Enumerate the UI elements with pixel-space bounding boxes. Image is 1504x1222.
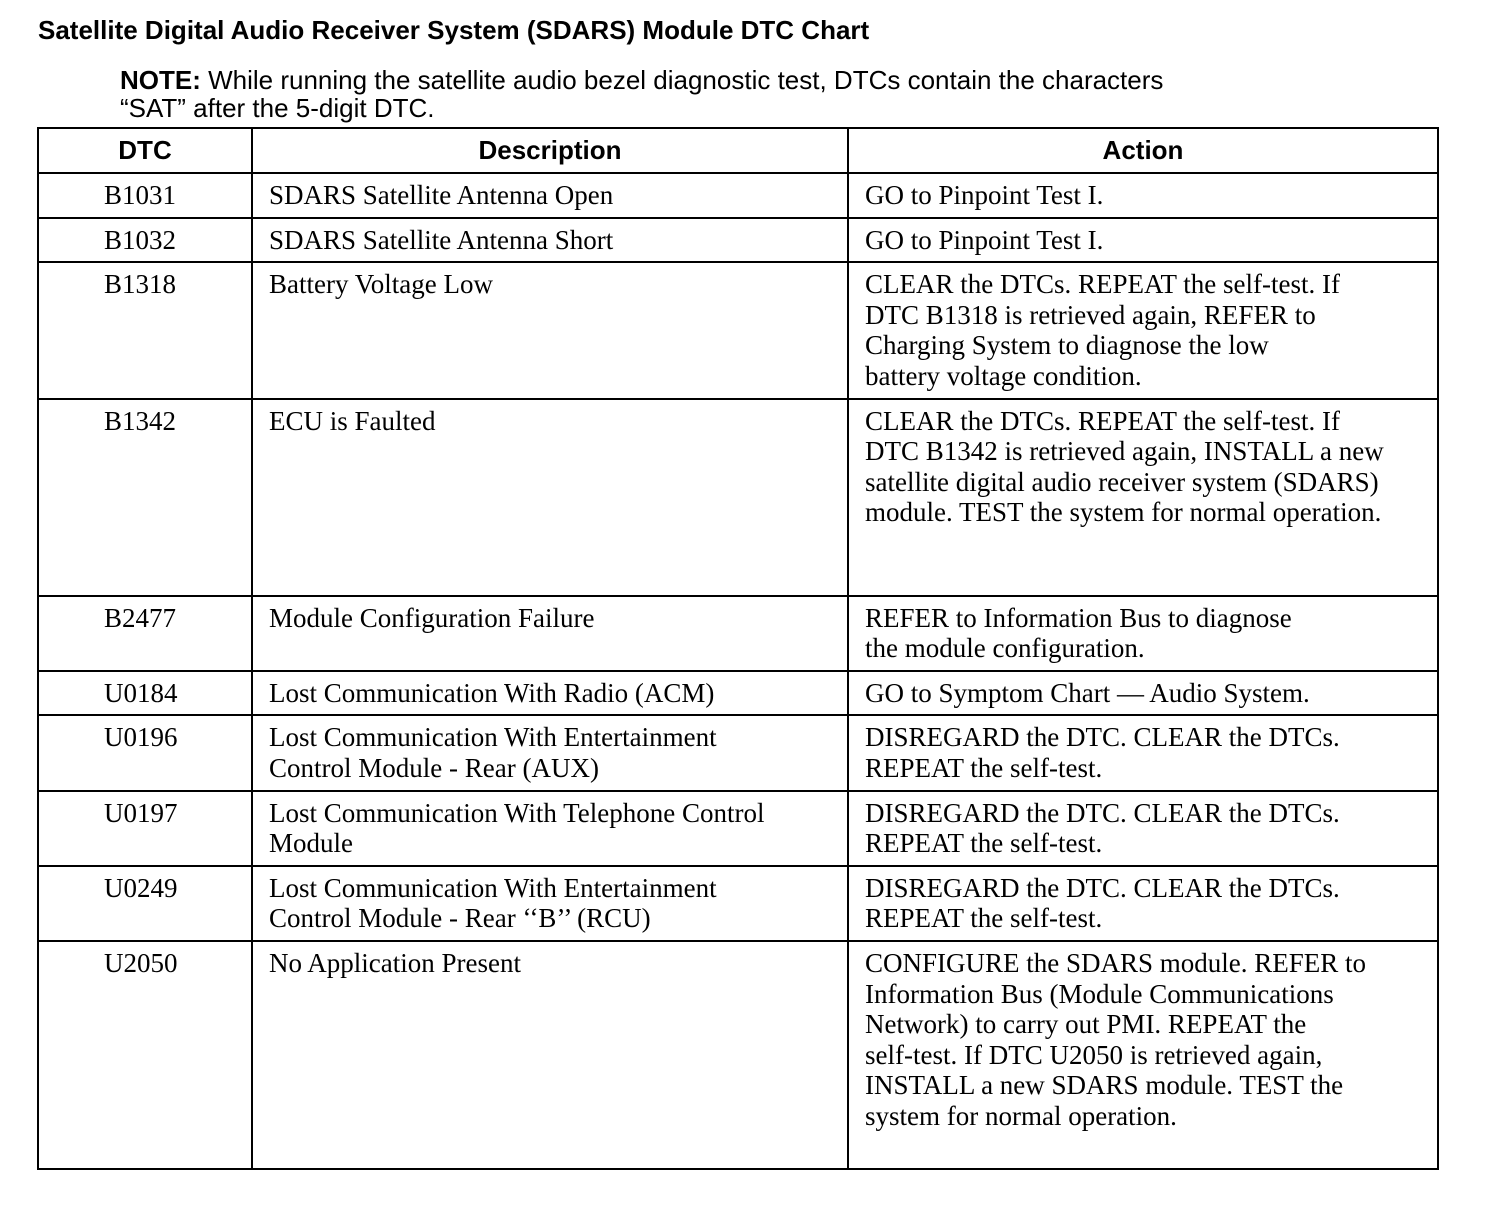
table-row [38,941,1438,1169]
text-line: INSTALL a new SDARS module. TEST the [865,1070,1344,1101]
header-action: Action [848,128,1438,173]
text-line: Lost Communication With Telephone Control [269,797,765,828]
table-row [38,715,1438,790]
dtc-description [252,173,848,218]
text-line: Module Configuration Failure [269,602,595,633]
dtc-code: B1342 [38,399,252,596]
text-line: Lost Communication With Entertainment [269,872,717,903]
header-dtc: DTC [38,128,252,173]
text-line: Network) to carry out PMI. REPEAT the [865,1009,1307,1040]
dtc-description [252,715,848,790]
text-line: Information Bus (Module Communications [865,978,1334,1009]
text-line: DISREGARD the DTC. CLEAR the DTCs. [865,872,1340,903]
text-line: the module configuration. [865,633,1145,664]
table-row [38,596,1438,671]
text-line: ECU is Faulted [269,405,436,436]
table-row [38,173,1438,218]
dtc-code: B1031 [38,173,252,218]
dtc-code: B2477 [38,596,252,671]
dtc-code: U0184 [38,671,252,716]
dtc-code: U0197 [38,791,252,866]
dtc-description [252,596,848,671]
table-header-row [38,128,1438,173]
text-line: SDARS Satellite Antenna Short [269,224,614,255]
table-row [38,866,1438,941]
table-row [38,218,1438,263]
note-text-1: While running the satellite audio bezel diagnostic test, DTCs contain the characters [200,65,1164,95]
table-row [38,791,1438,866]
note-block [120,66,1163,122]
text-line: Module [269,828,353,859]
dtc-action [848,173,1438,218]
dtc-action [848,866,1438,941]
table-row [38,671,1438,716]
text-line: Control Module - Rear (AUX) [269,752,599,783]
text-line: DTC B1318 is retrieved again, REFER to [865,299,1316,330]
text-line: GO to Pinpoint Test I. [865,224,1104,255]
dtc-action [848,791,1438,866]
text-line: module. TEST the system for normal operation. [865,497,1382,528]
dtc-description [252,262,848,398]
page-title: Satellite Digital Audio Receiver System (SDARS) Module DTC Chart [38,15,870,45]
text-line: REPEAT the self-test. [865,752,1103,783]
text-line: battery voltage condition. [865,360,1142,391]
text-line: Battery Voltage Low [269,269,493,300]
text-line: DTC B1342 is retrieved again, INSTALL a new [865,436,1384,467]
dtc-action [848,715,1438,790]
dtc-description [252,866,848,941]
text-line: system for normal operation. [865,1100,1177,1131]
dtc-action [848,671,1438,716]
text-line: CLEAR the DTCs. REPEAT the self-test. If [865,405,1340,436]
text-line: REFER to Information Bus to diagnose [865,602,1292,633]
dtc-code: B1032 [38,218,252,263]
dtc-action [848,596,1438,671]
text-line: satellite digital audio receiver system (SDARS) [865,466,1379,497]
dtc-code: U0249 [38,866,252,941]
text-line: Charging System to diagnose the low [865,330,1269,361]
dtc-action [848,941,1438,1169]
dtc-description [252,671,848,716]
dtc-action [848,262,1438,398]
dtc-table [37,127,1439,1170]
dtc-code: B1318 [38,262,252,398]
dtc-description [252,791,848,866]
text-line: REPEAT the self-test. [865,903,1103,934]
dtc-description [252,941,848,1169]
text-line: DISREGARD the DTC. CLEAR the DTCs. [865,797,1340,828]
dtc-code: U0196 [38,715,252,790]
text-line: Lost Communication With Radio (ACM) [269,677,715,708]
text-line: DISREGARD the DTC. CLEAR the DTCs. [865,722,1340,753]
text-line: self-test. If DTC U2050 is retrieved again, [865,1039,1323,1070]
dtc-description [252,399,848,596]
table-row [38,262,1438,398]
text-line: Control Module - Rear ‘‘B’’ (RCU) [269,903,651,934]
text-line: CLEAR the DTCs. REPEAT the self-test. If [865,269,1340,300]
dtc-code: U2050 [38,941,252,1169]
note-line-1 [120,66,1163,94]
text-line: CONFIGURE the SDARS module. REFER to [865,947,1367,978]
dtc-description [252,218,848,263]
dtc-action [848,218,1438,263]
text-line: GO to Symptom Chart — Audio System. [865,677,1310,708]
text-line: REPEAT the self-test. [865,828,1103,859]
note-line-2: “SAT” after the 5-digit DTC. [120,93,435,123]
header-description: Description [252,128,848,173]
note-label: NOTE: [120,65,201,95]
table-row [38,399,1438,596]
dtc-action [848,399,1438,596]
text-line: SDARS Satellite Antenna Open [269,180,614,210]
text-line: Lost Communication With Entertainment [269,722,717,753]
text-line: No Application Present [269,947,521,978]
text-line: GO to Pinpoint Test I. [865,180,1104,210]
